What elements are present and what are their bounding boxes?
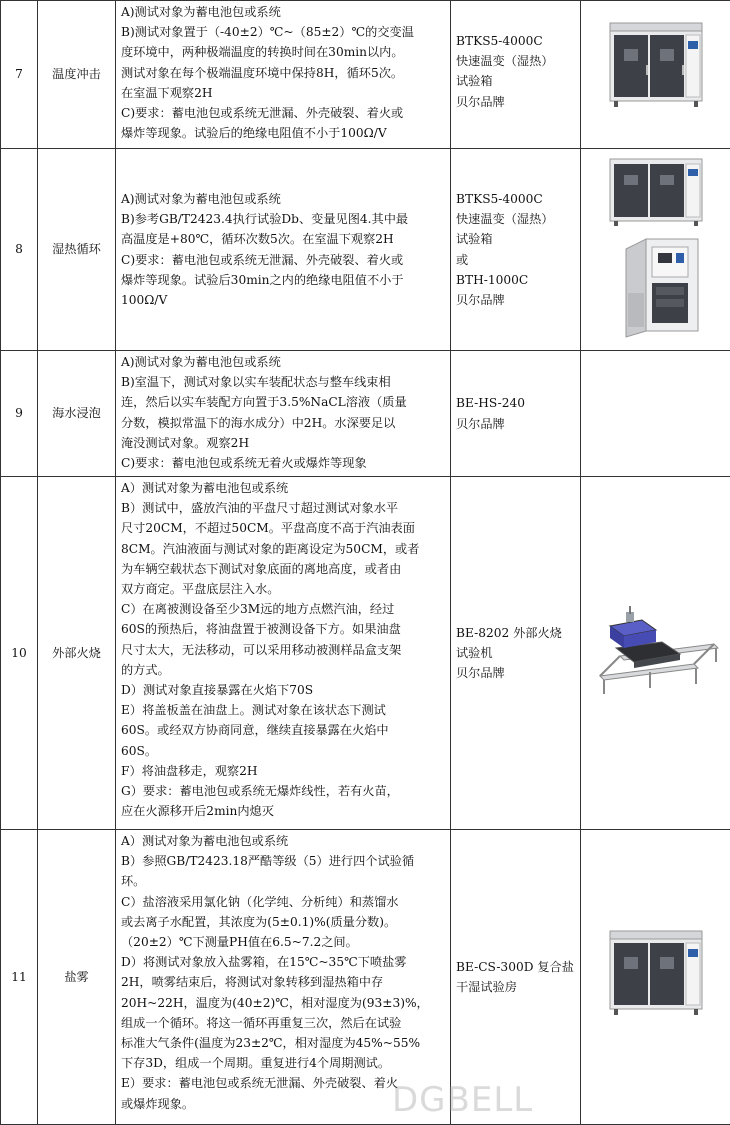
- table-row: [1, 830, 730, 1125]
- test-description: A）测试对象为蓄电池包或系统 B）测试中，盛放汽油的平盘尺寸超过测试对象水平 尺寸20CM，不超过50CM。平盘高度不高于汽油表面 8CM。汽油液面与测试对象的距离设定为50CM，或者 为车辆空载状态下测试对象底面的离地高度，或者由 双方商定。平盘底层注入水。 C）在离被测设备至少3M远的地方点燃汽油，经过 60S的预热后，将油盘置于被测设备下方。如果油盘 尺寸太大，无法移动，可以采用移动被测样品盒支架 的方式。 D）测试对象直接暴露在火焰下70S E）将盖板盖在油盘上。测试对象在该状态下测试 60S。或经双方协商同意，继续直接暴露在火焰中 60S。 F）将油盘移走，观察2H G）要求：蓄电池包或系统无爆炸线性，若有火苗， 应在火源移开后2min内熄灭: [116, 477, 451, 830]
- equipment-cell: BTKS5-4000C 快速温变（湿热） 试验箱 或 BTH-1000C 贝尔品牌: [451, 149, 581, 351]
- test-name: 海水浸泡: [38, 351, 116, 477]
- equipment-cell: BE-8202 外部火烧 试验机 贝尔品牌: [451, 477, 581, 830]
- row-number: 11: [1, 830, 38, 1125]
- test-name: 湿热循环: [38, 149, 116, 351]
- row-number: 7: [1, 1, 38, 149]
- equipment-image: [581, 1, 730, 149]
- table-row: [1, 1, 730, 149]
- row-number: 9: [1, 351, 38, 477]
- test-description: A)测试对象为蓄电池包或系统 B)室温下，测试对象以实车装配状态与整车线束相 连，然后以实车装配方向置于3.5%NaCL溶液（质量 分数，模拟常温下的海水成分）中2H。水深要足以 淹没测试对象。观察2H C)要求：蓄电池包或系统无着火或爆炸等现象: [116, 351, 451, 477]
- watermark: DGBELL: [392, 1080, 534, 1120]
- test-description: A)测试对象为蓄电池包或系统 B)参考GB/T2423.4执行试验Db、变量见图4.其中最 高温度是+80℃，循环次数5次。在室温下观察2H C)要求：蓄电池包或系统无泄漏、外壳破裂、着火或 爆炸等现象。试验后30min之内的绝缘电阻值不小于 100Ω/V: [116, 149, 451, 351]
- equipment-cell: BE-HS-240 贝尔品牌: [451, 351, 581, 477]
- table-row: [1, 351, 730, 477]
- climate-chamber-pair-icon: [606, 153, 706, 339]
- equipment-image: [581, 477, 730, 830]
- equipment-image: [581, 830, 730, 1125]
- equipment-image-empty: [581, 351, 730, 477]
- equipment-cell: BTKS5-4000C 快速温变（湿热） 试验箱 贝尔品牌: [451, 1, 581, 149]
- twin-door-climate-chamber-icon: [606, 21, 706, 113]
- test-name: 温度冲击: [38, 1, 116, 149]
- test-description: A）测试对象为蓄电池包或系统 B）参照GB/T2423.18严酷等级（5）进行四个试验循 环。 C）盐溶液采用氯化钠（化学纯、分析纯）和蒸馏水 或去离子水配置，其浓度为(5±0.1)%(质量分数)。 （20±2）℃下测量PH值在6.5~7.2之间。 D）将测试对象放入盐雾箱，在15℃~35℃下喷盐雾 2H，喷雾结束后，将测试对象转移到湿热箱中存 20H~22H，温度为(40±2)℃，相对湿度为(93±3)%， 组成一个循环。将这一循环再重复三次，然后在试验 标准大气条件(温度为23±2℃，相对湿度为45%~55% 下存3D，组成一个周期。重复进行4个周期测试。 E）要求：蓄电池包或系统无泄漏、外壳破裂、着火 或爆炸现象。: [116, 830, 451, 1125]
- table-row: [1, 149, 730, 351]
- table-row: [1, 477, 730, 830]
- equipment-image: [581, 149, 730, 351]
- salt-spray-room-icon: [606, 929, 706, 1019]
- test-name: 外部火烧: [38, 477, 116, 830]
- equipment-cell: BE-CS-300D 复合盐 干湿试验房: [451, 830, 581, 1125]
- test-description: A)测试对象为蓄电池包或系统 B)测试对象置于（-40±2）℃~（85±2）℃的交变温 度环境中，两种极端温度的转换时间在30min以内。 测试对象在每个极端温度环境中保持8H，循环5次。 在室温下观察2H C)要求：蓄电池包或系统无泄漏、外壳破裂、着火或 爆炸等现象。试验后的绝缘电阻值不小于100Ω/V: [116, 1, 451, 149]
- fire-test-rig-icon: [590, 602, 722, 698]
- test-name: 盐雾: [38, 830, 116, 1125]
- row-number: 10: [1, 477, 38, 830]
- row-number: 8: [1, 149, 38, 351]
